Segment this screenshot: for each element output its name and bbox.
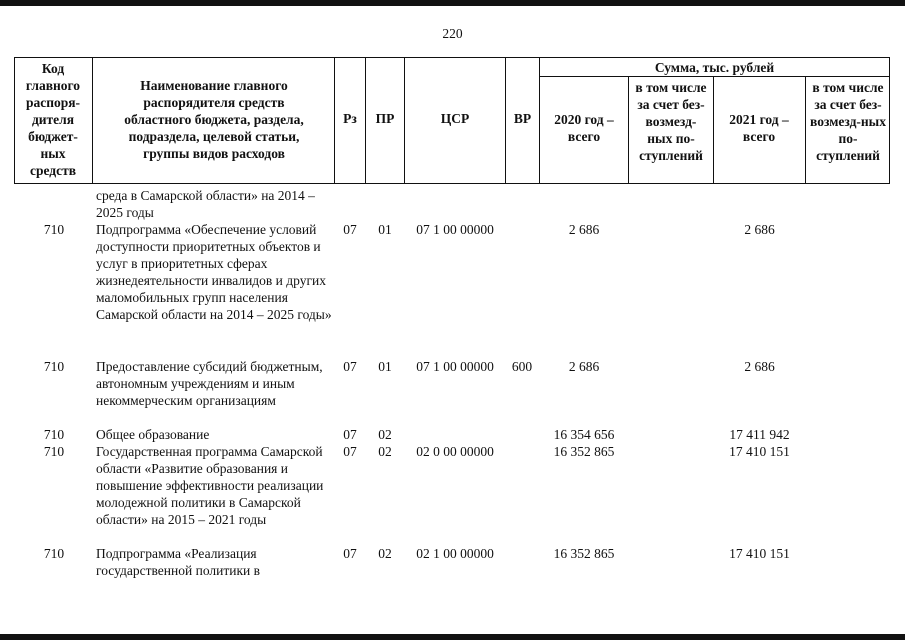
row-name: среда в Самарской области» на 2014 – 2025 годы [96, 188, 315, 220]
header-pr: ПР [375, 111, 395, 126]
row-sum-2021: 17 411 942 [729, 427, 790, 442]
header-name: Наименование главного распорядителя средств областного бюджета, раздела, подраздела, целевой статьи, группы видов расходов [124, 78, 304, 161]
row-csr: 07 1 00 00000 [416, 222, 494, 237]
vline [805, 76, 806, 184]
row-rz: 07 [343, 546, 357, 561]
row-code: 710 [43, 222, 65, 237]
header-top-line [14, 57, 890, 58]
header-sum: Сумма, тыс. рублей [654, 60, 775, 75]
header-csr: ЦСР [440, 111, 470, 126]
row-name: Общее образование [96, 427, 210, 442]
row-sum-2021: 2 686 [744, 222, 775, 237]
header-2020-total: 2020 год – всего [554, 112, 614, 144]
page-number: 220 [442, 26, 463, 41]
header-2021-total: 2021 год – всего [729, 112, 789, 144]
vline [14, 57, 15, 184]
row-sum-2021: 17 410 151 [729, 444, 790, 459]
row-code: 710 [43, 546, 65, 561]
row-sum-2020: 2 686 [568, 359, 600, 374]
row-pr: 01 [378, 222, 392, 237]
row-rz: 07 [343, 222, 357, 237]
row-pr: 02 [378, 546, 392, 561]
vline [889, 57, 890, 184]
row-name: Подпрограмма «Реализация государственной политики в [96, 546, 261, 578]
row-rz: 07 [343, 427, 357, 442]
row-name: Государственная программа Самарской области «Развитие образования и повышение эффективности реализации молодежной политики в Самарской области» на 2015 – 2021 годы [96, 444, 324, 527]
bottom-border [0, 634, 905, 640]
row-vr: 600 [511, 359, 533, 374]
row-code: 710 [43, 427, 65, 442]
vline [713, 76, 714, 184]
row-csr: 02 0 00 00000 [416, 444, 494, 459]
row-name: Предоставление субсидий бюджетным, автономным учреждениям и иным некоммерческим организациям [96, 359, 323, 408]
row-sum-2021: 2 686 [744, 359, 775, 374]
row-code: 710 [43, 444, 65, 459]
sum-subheader-line [539, 76, 890, 77]
header-vr: ВР [513, 111, 532, 126]
row-sum-2020: 16 352 865 [553, 546, 615, 561]
row-sum-2020: 16 354 656 [553, 427, 615, 442]
header-rz: Рз [343, 111, 357, 126]
row-sum-2020: 2 686 [568, 222, 600, 237]
header-2021-incl: в том числе за счет без-возмезд-ных по-ступлений [810, 80, 886, 163]
row-rz: 07 [343, 444, 357, 459]
row-code: 710 [43, 359, 65, 374]
vline [628, 76, 629, 184]
row-sum-2021: 17 410 151 [729, 546, 790, 561]
header-2020-incl: в том числе за счет без-возмезд-ных по-ступлений [635, 80, 707, 163]
row-name: Подпрограмма «Обеспечение условий доступности приоритетных объектов и услуг в приоритетных сферах жизнедеятельности инвалидов и других маломобильных групп населения Самарской области на 2014 – 2025 годы» [96, 222, 332, 322]
row-pr: 02 [378, 427, 392, 442]
row-rz: 07 [343, 359, 357, 374]
row-csr: 02 1 00 00000 [416, 546, 494, 561]
top-border [0, 0, 905, 6]
vline [92, 57, 93, 184]
vline [539, 57, 540, 184]
row-pr: 01 [378, 359, 392, 374]
row-sum-2020: 16 352 865 [553, 444, 615, 459]
row-pr: 02 [378, 444, 392, 459]
header-code: Код главного распоря-дителя бюджет-ных средств [25, 61, 81, 178]
header-bottom-line [14, 183, 890, 184]
row-csr: 07 1 00 00000 [416, 359, 494, 374]
